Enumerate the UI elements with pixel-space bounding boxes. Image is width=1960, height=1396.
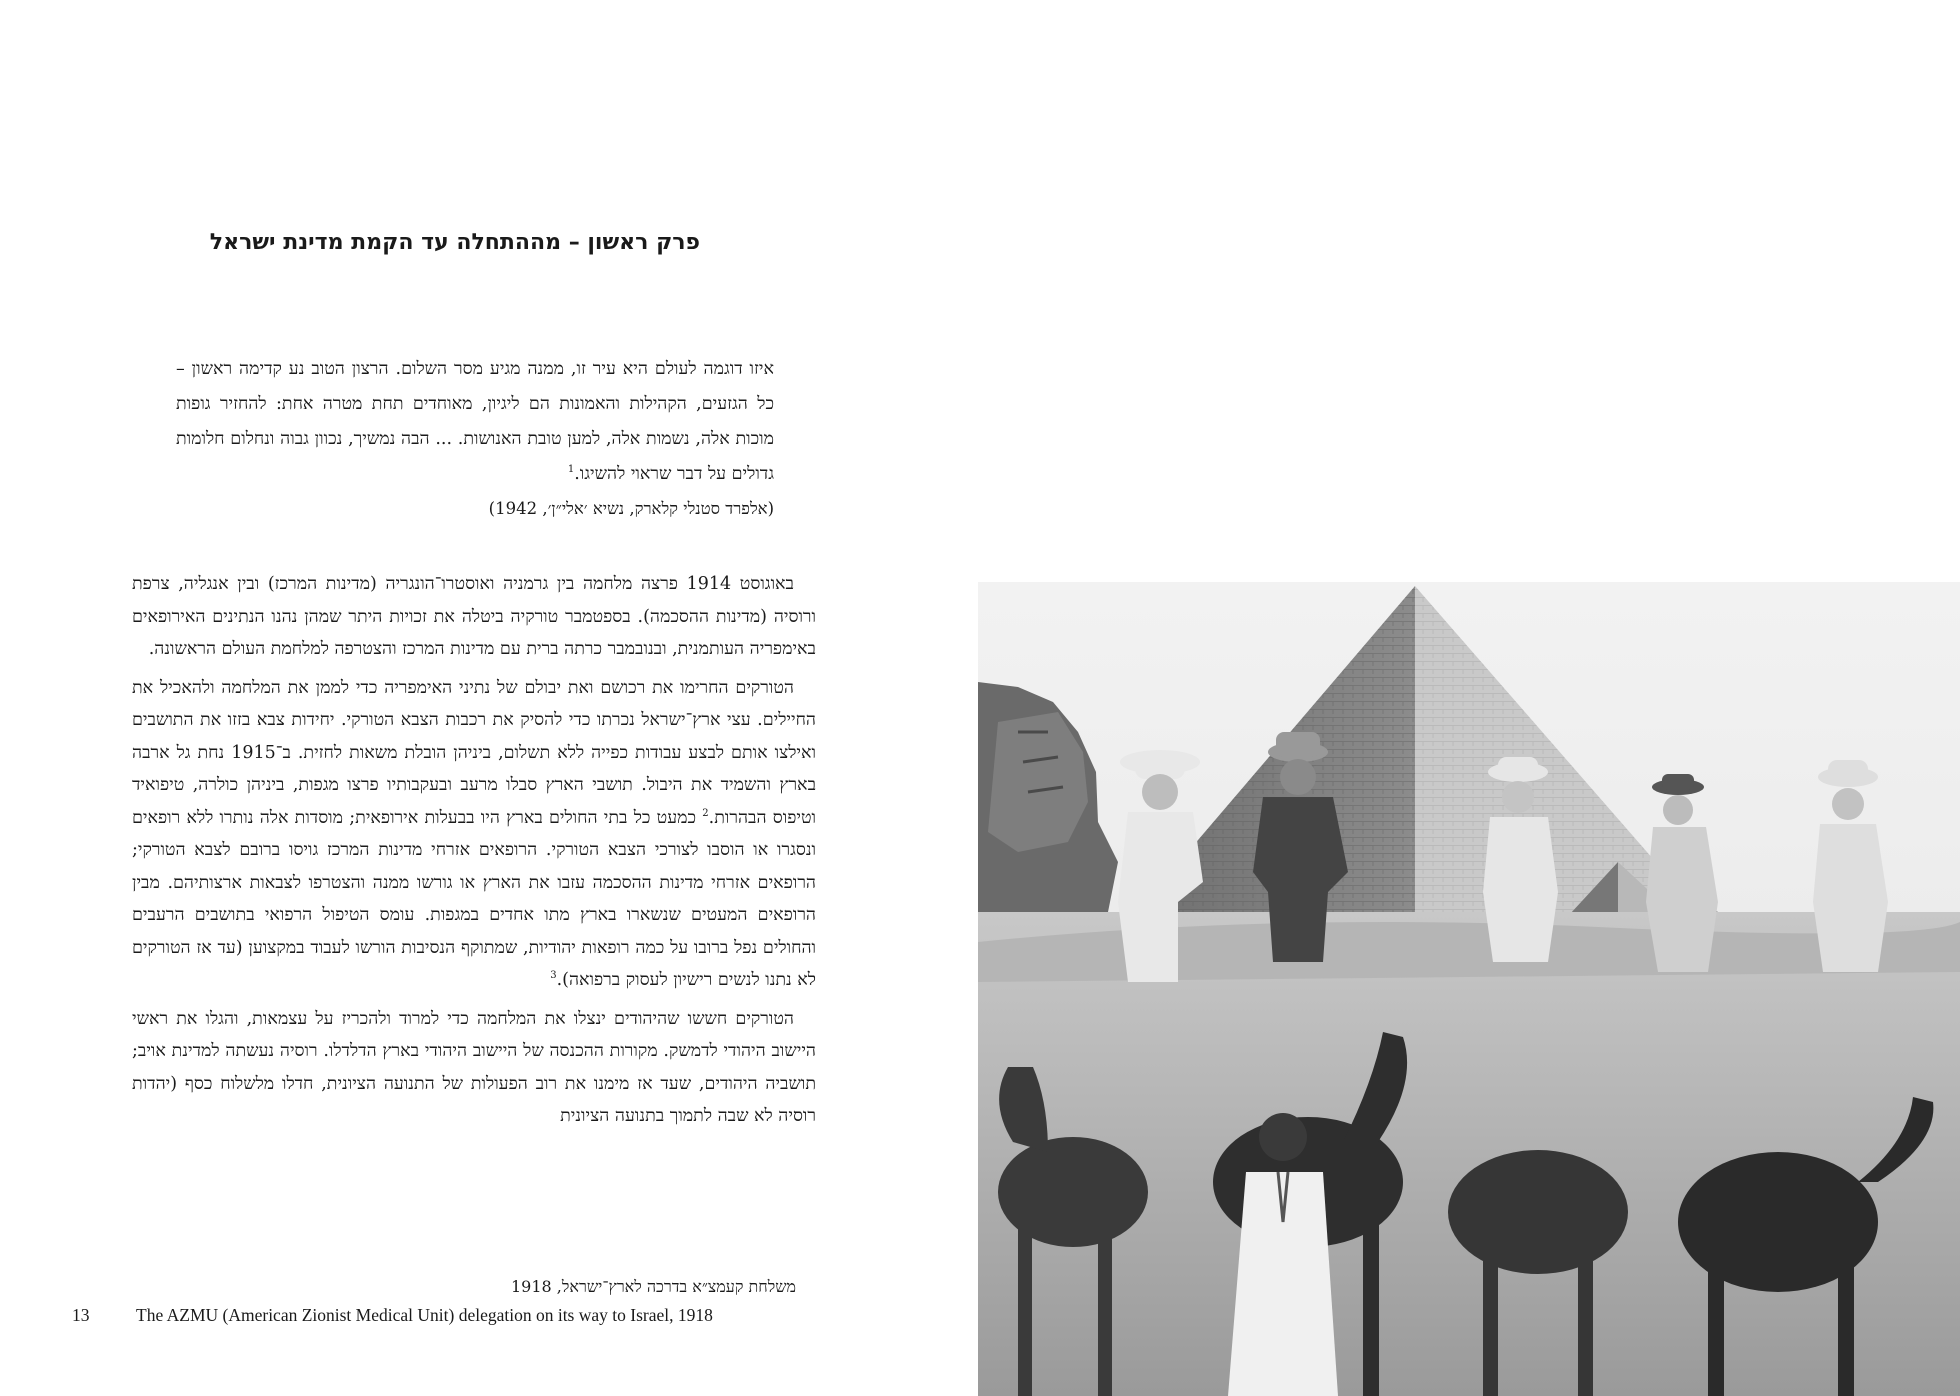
paragraph-text: כמעט כל בתי החולים בארץ היו בבעלות אירופאית; מוסדות אלה נותרו ללא רופאים ונסגרו או הוסבו לצורכי הצבא הטורקי. הרופאים אזרחי מדינות המרכז גויסו ברובם לצבא הטורקי; הרופאים אזרחי מדינות ההסכמה עזבו את הארץ או גורשו ממנה והצטרפו לצבאות ארצותיהם. מבין הרופאים המעטים שנשארו בארץ מתו אחדים במגפות. עומס הטיפול הרפואי בתושבים הרעבים והחולים נפל ברובו על כמה רופאות יהודיות, שמתוקף הנסיבות הורשו לעבוד במקצוען (עד אז הטורקים לא נתנו לנשים רישיון לעסוק ברפואה). [132,807,816,990]
historical-photo [978,582,1960,1396]
caption-english: The AZMU (American Zionist Medical Unit) delegation on its way to Israel, 1918 [136,1305,713,1325]
epigraph-text: איזו דוגמה לעולם היא עיר זו, ממנה מגיע מסר השלום. הרצון הטוב נע קדימה ראשון – כל הגזעים, הקהילות והאמונות הם ליגיון, מאוחדים תחת מטרה אחת: להחזיר גופות מוכות אלה, נשמות אלה, למען טובת האנושות. ... הבה נמשיך, נכוון גבוה ונחלום חלומות גדולים על דבר שראוי להשיגו. [176,359,774,484]
chapter-title: פרק ראשון – מההתחלה עד הקמת מדינת ישראל [209,230,700,255]
epigraph-quote [176,352,774,492]
paragraph-text: הטורקים החרימו את רכושם ואת יבולם של נתיני האימפריה כדי לממן את המלחמה ולהאכיל את החיילים. עצי ארץ־ישראל נכרתו כדי להסיק את רכבות הצבא הטורקי. יחידות צבא בזזו את התושבים ואילצו אותם לבצע עבודות כפייה ללא תשלום, ביניהן הובלת משאות לחזית. ב־1915 נחת גל ארבה בארץ והשמיד את היבול. תושבי הארץ סבלו מרעב ובעקבותיו פרצו מגפות, ביניהן כולרה, טיפואיד וטיפוס הבהרות. [132,677,816,828]
paragraph: באוגוסט 1914 פרצה מלחמה בין גרמניה ואוסטרו־הונגריה (מדינות המרכז) ובין אנגליה, צרפת ורוסיה (מדינות ההסכמה). בספטמבר טורקיה ביטלה את זכויות היתר שמהן נהנו הנתינים האירופאים באימפריה העותמנית, ובנובמבר כרתה ברית עם מדינות המרכז והצטרפה למלחמת העולם הראשונה. [132,574,816,659]
footnote-marker: 3 [550,970,557,982]
caption-hebrew: משלחת קעמצ״א בדרכה לארץ־ישראל, 1918 [511,1277,796,1296]
epigraph-source: (אלפרד סטנלי קלארק, נשיא ׳אלי״ן׳, 1942) [488,499,774,518]
footnote-marker: 2 [702,807,709,819]
paragraph [132,672,816,997]
page-number: 13 [72,1305,90,1325]
body-text [132,568,816,1139]
paragraph: הטורקים חששו שהיהודים ינצלו את המלחמה כדי למרוד ולהכריז על עצמאות, והגלו את ראשי היישוב היהודי לדמשק. מקורות ההכנסה של היישוב היהודי בארץ הדלדלו. רוסיה נעשתה למדינת אויב; תושביה היהודים, שעד אז מימנו את רוב הפעולות של התנועה הציונית, חדלו מלשלוח כסף (יהדות רוסיה לא שבה לתמוך בתנועה הציונית [132,1008,816,1126]
footnote-marker: 1 [567,464,575,476]
